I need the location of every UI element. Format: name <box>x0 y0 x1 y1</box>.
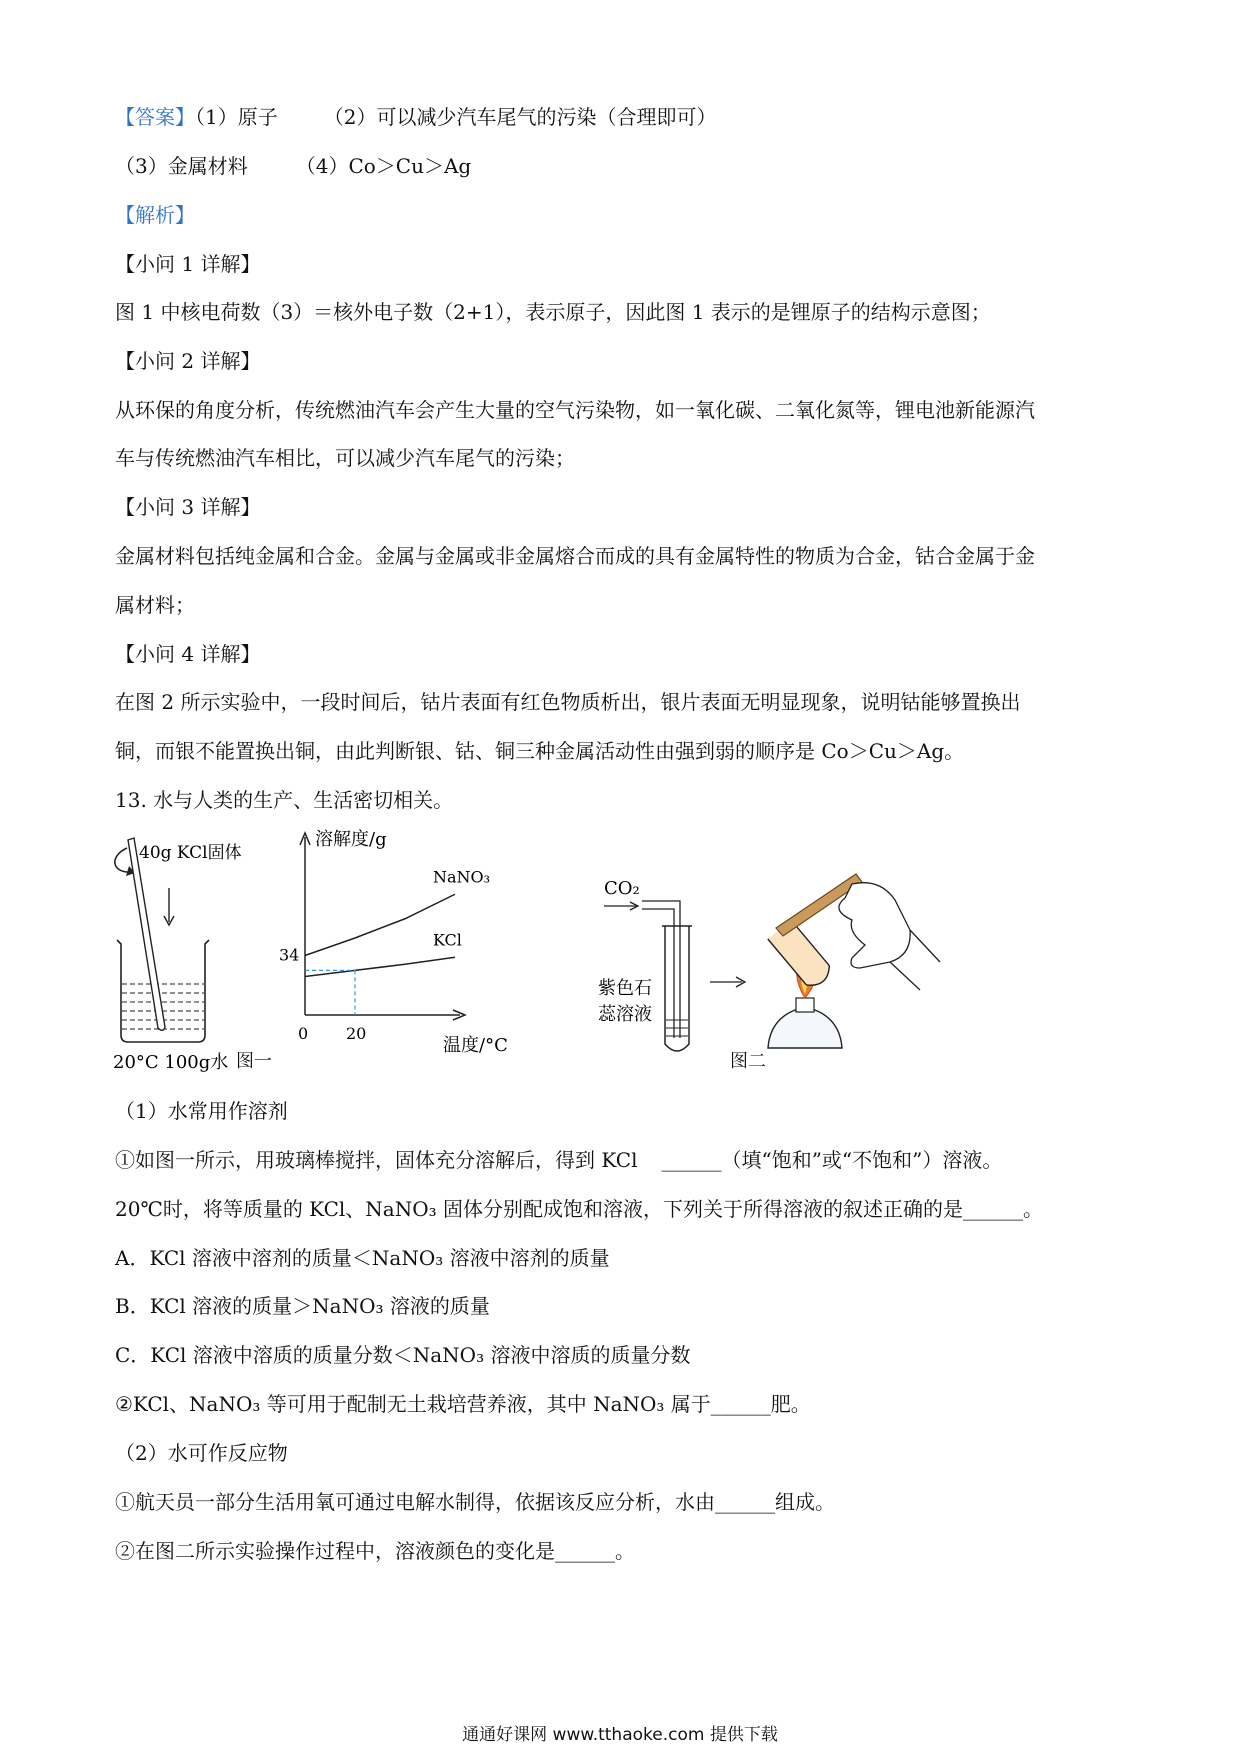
part1-heading: （1）水常用作溶剂 <box>115 1099 288 1123</box>
answer-part-2: （2）可以减少汽车尾气的污染（合理即可） <box>323 105 717 129</box>
q3-line-1: 金属材料包括纯金属和合金。金属与金属或非金属熔合而成的具有金属特性的物质为合金，钴合金属于金 <box>115 544 1035 568</box>
q3-line-2: 属材料； <box>115 593 195 617</box>
q2-line-2: 车与传统燃油汽车相比，可以减少汽车尾气的污染； <box>115 446 575 470</box>
q4-heading: 【小问 4 详解】 <box>115 642 261 666</box>
answer-tag: 【答案】 <box>115 105 195 129</box>
series-line-kcl <box>305 957 455 976</box>
origin-label: 0 <box>298 1024 309 1043</box>
series-label-nano3: NaNO₃ <box>433 867 491 887</box>
part1-q3: ②KCl、NaNO₃ 等可用于配制无土栽培营养液，其中 NaNO₃ 属于______肥。 <box>115 1392 811 1416</box>
q2-line-1: 从环保的角度分析，传统燃油汽车会产生大量的空气污染物，如一氧化碳、二氧化氮等，锂电池新能源汽 <box>115 398 1035 422</box>
solubility-chart <box>265 825 530 1060</box>
figure1-beaker-diagram <box>105 830 245 1080</box>
answer-line-2 <box>115 152 471 180</box>
series-label-kcl: KCl <box>433 930 462 950</box>
co2-label: CO₂ <box>604 878 640 899</box>
hand <box>839 883 910 968</box>
figure2-caption: 图二 <box>730 1051 766 1072</box>
part2-heading: （2）水可作反应物 <box>115 1441 288 1465</box>
litmus-label-2: 蕊溶液 <box>598 1004 652 1025</box>
q13-title: 13. 水与人类的生产、生活密切相关。 <box>115 788 454 812</box>
part1-q2: 20℃时，将等质量的 KCl、NaNO₃ 固体分别配成饱和溶液，下列关于所得溶液的叙述正确的是______。 <box>115 1197 1043 1221</box>
option-a: A．KCl 溶液中溶剂的质量＜NaNO₃ 溶液中溶剂的质量 <box>115 1246 610 1270</box>
beaker-label: 20°C 100g水 <box>113 1052 229 1073</box>
answer-part-1: （1）原子 <box>195 105 278 129</box>
glass-rod <box>128 838 165 1030</box>
reagent-label: 40g KCl固体 <box>139 843 242 863</box>
answer-part-3: （3）金属材料 <box>115 154 248 178</box>
part2-q1: ①航天员一部分生活用氧可通过电解水制得，依据该反应分析，水由______组成。 <box>115 1490 835 1514</box>
footer: 通通好课网 www.tthaoke.com 提供下载 <box>462 1725 778 1745</box>
q1-text: 图 1 中核电荷数（3）＝核外电子数（2+1），表示原子，因此图 1 表示的是锂原子的结构示意图； <box>115 300 991 324</box>
part2-q2: ②在图二所示实验操作过程中，溶液颜色的变化是______。 <box>115 1539 635 1563</box>
q4-line-2: 铜，而银不能置换出铜，由此判断银、钴、铜三种金属活动性由强到弱的顺序是 Co＞Cu＞Ag。 <box>115 739 965 763</box>
part1-q1-b: ______（填“饱和”或“不饱和”）溶液。 <box>661 1148 1003 1172</box>
x-axis-label: 温度/°C <box>443 1035 508 1056</box>
answer-part-4: （4）Co＞Cu＞Ag <box>295 154 472 178</box>
figure2-diagram <box>590 870 1000 1075</box>
q4-line-1: 在图 2 所示实验中，一段时间后，钴片表面有红色物质析出，银片表面无明显现象，说明钴能够置换出 <box>115 690 1021 714</box>
part1-q1 <box>115 1146 1002 1174</box>
analysis-tag: 【解析】 <box>115 203 195 227</box>
y-tick-label: 34 <box>279 945 300 965</box>
option-b: B．KCl 溶液的质量＞NaNO₃ 溶液的质量 <box>115 1294 490 1318</box>
litmus-label-1: 紫色石 <box>598 978 652 999</box>
part1-q1-a: ①如图一所示，用玻璃棒搅拌，固体充分溶解后，得到 KCl <box>115 1148 638 1172</box>
figure1-caption: 图一 <box>236 1051 272 1072</box>
alcohol-lamp <box>768 1010 842 1048</box>
q2-heading: 【小问 2 详解】 <box>115 349 261 373</box>
test-tube <box>665 926 689 1051</box>
q1-heading: 【小问 1 详解】 <box>115 252 261 276</box>
answer-line-1 <box>115 103 716 131</box>
option-c: C．KCl 溶液中溶质的质量分数＜NaNO₃ 溶液中溶质的质量分数 <box>115 1343 691 1367</box>
y-axis-label: 溶解度/g <box>315 829 387 850</box>
q3-heading: 【小问 3 详解】 <box>115 495 261 519</box>
x-tick-label: 20 <box>346 1024 367 1043</box>
